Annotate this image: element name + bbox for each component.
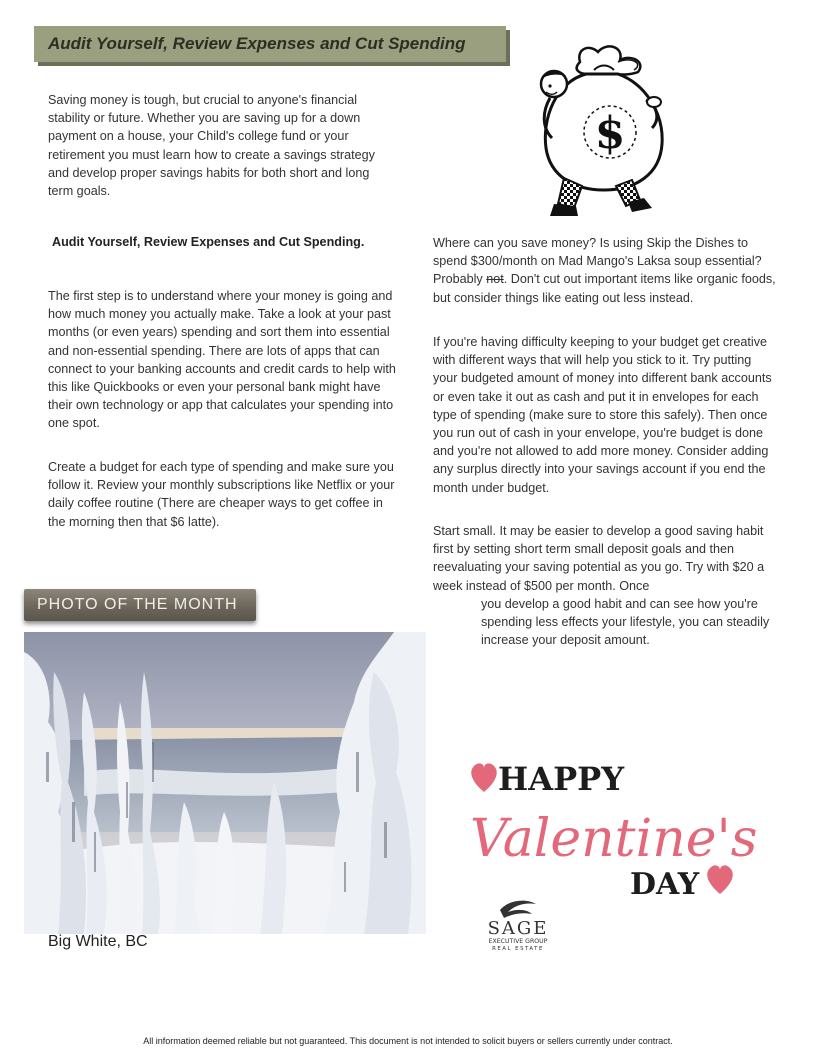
right-paragraph-3-indent: you develop a good habit and can see how you're spending less effects your lifestyle, you can steadily increase your deposit amount.: [481, 597, 770, 648]
sage-wordmark: SAGE: [487, 918, 549, 939]
left-paragraph-1: The first step is to understand where your money is going and how much money you actually make. Take a look at your past months (or even years) spending and sort them into essential and non-essential spending. There are lots of apps that can connect to your banking accounts and credit cards to help with this like Quickbooks or even your personal bank might have their own technology or app that calculates your spending into one spot.: [48, 289, 396, 431]
intro-paragraph: Saving money is tough, but crucial to anyone's financial stability or future. Whether you are saving up for a down payment on a house, your Child's college fund or your retirement you must learn how to create a savings strategy and develop proper savings habits for both short and long term goals.: [48, 93, 375, 199]
photo-badge-label: PHOTO OF THE MONTH: [37, 596, 238, 613]
right-paragraph-2: If you're having difficulty keeping to your budget get creative with different ways that will help you stick to it. Try putting your budgeted amount of money into different bank accounts or even take it out as cash and put it in envelopes for each type of spending (make sure to store this safely). Then once you run out of cash in your envelope, you're budget is done and you're not allowed to add more money. Consider adding any surplus directly into your savings account if you end the month under budget.: [433, 335, 772, 495]
money-bag-illustration: [528, 40, 668, 224]
day-text: DAY: [630, 867, 700, 900]
page-title: Audit Yourself, Review Expenses and Cut Spending: [48, 34, 466, 53]
strikethrough-word: not: [486, 272, 504, 287]
right-paragraph-1-part-b: . Don't cut out important items like organic foods, but consider things like eating out less instead.: [433, 272, 776, 305]
left-paragraph-2: Create a budget for each type of spending and make sure you follow it. Review your monthly subscriptions like Netflix or your daily coffee routine (There are cheaper ways to get coffee in the morning then that $6 latte).: [48, 460, 395, 529]
sage-line-1: EXECUTIVE GROUP: [488, 938, 548, 945]
footer-disclaimer: All information deemed reliable but not guaranteed. This document is not intended to solicit buyers or sellers currently under contract.: [143, 1036, 673, 1046]
leaf-icon: [500, 901, 536, 918]
dollar-symbol: $: [594, 108, 626, 159]
snowy-forest-photo: [24, 632, 426, 934]
happy-valentines-day-graphic: [462, 756, 762, 900]
right-paragraph-1: [433, 234, 777, 307]
right-paragraph-3: Start small. It may be easier to develop a good saving habit first by setting short term small deposit goals and then reevaluating your saving potential as you go. Try with $20 a week instead of $500 per month. Once: [433, 524, 765, 593]
sage-line-2: REAL ESTATE: [492, 946, 544, 952]
valentines-text: Valentine's: [470, 809, 758, 869]
right-paragraph-1-part-a: Where can you save money? Is using Skip the Dishes to spend $300/month on Mad Mango's Laksa soup essential? Probably: [433, 236, 762, 287]
photo-caption: Big White, BC: [48, 933, 148, 950]
sage-logo: [478, 896, 558, 952]
heart-icon: [707, 865, 733, 894]
happy-text: HAPPY: [498, 760, 625, 798]
title-banner: [34, 26, 506, 62]
photo-of-the-month-badge: [24, 589, 256, 621]
heart-icon: [471, 763, 497, 792]
section-subheading: Audit Yourself, Review Expenses and Cut Spending.: [52, 235, 365, 249]
